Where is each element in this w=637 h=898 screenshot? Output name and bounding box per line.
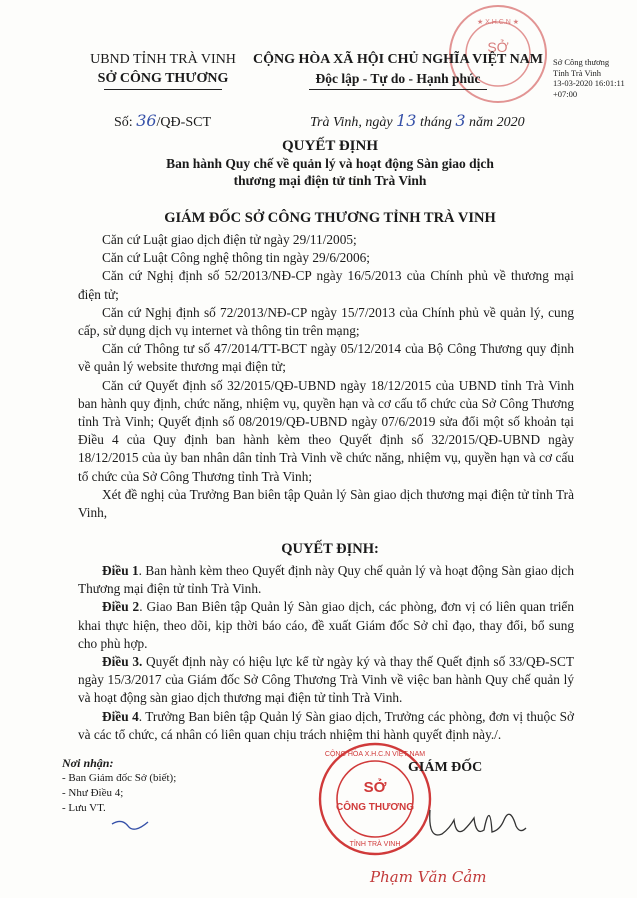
province-name: UBND TỈNH TRÀ VINH — [90, 52, 236, 67]
date-text: tháng — [416, 115, 456, 130]
article-text: . Trưởng Ban biên tập Quản lý Sàn giao dịch, Trưởng các phòng, đơn vị thuộc Sở và các tổ chức, cá nhân có liên quan chịu trách nhiệm thi hành quyết định này./. — [78, 708, 574, 742]
signed-timestamp: 13-03-2020 16:01:11 — [553, 78, 625, 88]
document-title: QUYẾT ĐỊNH — [282, 138, 378, 154]
signer-org: Sở Công thương — [553, 57, 610, 67]
article-text: Quyết định này có hiệu lực kể từ ngày ký và thay thế Quết định số 33/QĐ-SCT ngày 15/3/2017 của Giám đốc Sở Công Thương Trà Vinh về việc ban hành Quy chế quản lý và hoạt động sàn giao dịch thương mại điện tử tỉnh Trà Vinh. — [78, 654, 574, 706]
article-label: Điều 2 — [102, 599, 140, 615]
official-seal — [316, 740, 434, 858]
ground-paragraph: Căn cứ Luật giao dịch điện tử ngày 29/11/2005; — [102, 232, 357, 247]
number-suffix: /QĐ-SCT — [156, 115, 211, 130]
svg-text:SỞ: SỞ — [487, 39, 509, 55]
signer-title: GIÁM ĐỐC — [408, 760, 483, 775]
recipient-item: - Như Điều 4; — [62, 787, 124, 799]
ground-paragraph: Căn cứ Luật Công nghệ thông tin ngày 29/6/2006; — [102, 250, 370, 266]
digital-signature-info — [553, 57, 637, 99]
signed-timezone: +07:00 — [553, 88, 578, 99]
subtitle-line: thương mại điện tử tỉnh Trà Vinh — [233, 173, 427, 188]
director-heading: GIÁM ĐỐC SỞ CÔNG THƯƠNG TỈNH TRÀ VINH — [164, 210, 496, 226]
underline-divider — [104, 89, 222, 90]
handwritten-signature — [420, 790, 530, 850]
svg-text:★ X.H.C.N ★: ★ X.H.C.N ★ — [476, 19, 520, 26]
handwritten-day: 13 — [396, 111, 417, 130]
seal-center-top: SỞ — [363, 779, 387, 796]
seal-center-main: CÔNG THƯƠNG — [336, 802, 414, 813]
article-paragraph — [78, 708, 574, 744]
legal-grounds — [78, 231, 574, 522]
document-number — [114, 111, 211, 131]
country-name: CỘNG HÒA XÃ HỘI CHỦ NGHĨA VIỆT NAM — [252, 52, 543, 67]
document-subtitle — [120, 155, 540, 189]
signer-province: Tỉnh Trà Vinh — [553, 67, 601, 78]
number-prefix: Số: — [114, 115, 137, 130]
articles — [78, 562, 574, 744]
ground-paragraph: Căn cứ Quyết định số 32/2015/QĐ-UBND ngày 18/12/2015 của UBND tỉnh Trà Vinh ban hành quy định, chức năng, nhiệm vụ, quyền hạn và cơ cấu tổ chức của Sở Công Thương tỉnh Trà Vinh; Quyết định số 08/2019/QĐ-UBND ngày 07/6/2019 sửa đổi một số khoản tại Điều 4 của Quy định ban hành kèm theo Quyết định số 32/2015/QĐ-UBND ngày 18/12/2015 của ủy ban nhân dân tỉnh Trà Vinh về chức năng, nhiệm vụ, quyền hạn và cơ cấu tổ chức của Sở Công Thương tỉnh Trà Vinh; — [78, 377, 574, 484]
date-text: Trà Vinh, ngày — [310, 115, 397, 130]
article-text: . Giao Ban Biên tập Quản lý Sàn giao dịch, các phòng, đơn vị có liên quan triển khai thực hiện, theo dõi, kịp thời báo cáo, đề xuất Giám đốc Sở chỉ đạo, thay đổi, bổ sung cho phù hợp. — [78, 599, 574, 651]
article-paragraph — [78, 653, 574, 708]
seal-bottom-text: TỈNH TRÀ VINH — [349, 841, 401, 848]
national-header — [248, 50, 548, 90]
ground-paragraph: Căn cứ Thông tư số 47/2014/TT-BCT ngày 05/12/2014 của Bộ Công Thương quy định về quản lý website thương mại điện tử; — [78, 341, 574, 375]
signer-name: Phạm Văn Cảm — [370, 868, 487, 886]
recipient-item: - Ban Giám đốc Sở (biết); — [62, 772, 177, 784]
handwritten-month: 3 — [455, 111, 466, 130]
underline-divider — [309, 89, 487, 90]
article-text: . Ban hành kèm theo Quyết định này Quy chế quản lý và hoạt động Sàn giao dịch Thương mại điện tử tỉnh Trà Vinh. — [78, 563, 574, 597]
article-label: Điều 1 — [102, 563, 139, 578]
document-date — [310, 111, 525, 131]
article-paragraph — [78, 562, 574, 598]
recipient-item: - Lưu VT. — [62, 802, 106, 814]
issuing-authority — [78, 50, 248, 90]
article-paragraph — [78, 598, 574, 653]
ground-paragraph: Căn cứ Nghị định số 52/2013/NĐ-CP ngày 16/5/2013 của Chính phủ về thương mại điện tử; — [78, 268, 574, 302]
national-motto: Độc lập - Tự do - Hạnh phúc — [315, 71, 481, 86]
seal-ring-text: CỘNG HÒA X.H.C.N VIỆT NAM — [324, 751, 426, 758]
decision-heading: QUYẾT ĐỊNH: — [281, 541, 379, 557]
article-label: Điều 3. — [102, 654, 143, 670]
subtitle-line: Ban hành Quy chế về quản lý và hoạt động Sàn giao dịch — [166, 156, 494, 171]
handwritten-tick-mark — [108, 812, 168, 832]
ground-paragraph: Xét đề nghị của Trưởng Ban biên tập Quản lý Sàn giao dịch thương mại điện tử tỉnh Trà Vinh, — [78, 486, 574, 521]
article-label: Điều 4 — [102, 708, 139, 724]
recipients-block — [62, 756, 176, 816]
date-text: năm 2020 — [465, 115, 525, 130]
department-name: SỞ CÔNG THƯƠNG — [97, 71, 229, 86]
recipients-heading: Nơi nhận: — [62, 756, 114, 770]
ground-paragraph: Căn cứ Nghị định số 72/2013/NĐ-CP ngày 15/7/2013 của Chính phủ về quản lý, cung cấp, sử dụng dịch vụ internet và thông tin trên mạng; — [78, 304, 574, 339]
handwritten-number: 36 — [136, 111, 157, 130]
